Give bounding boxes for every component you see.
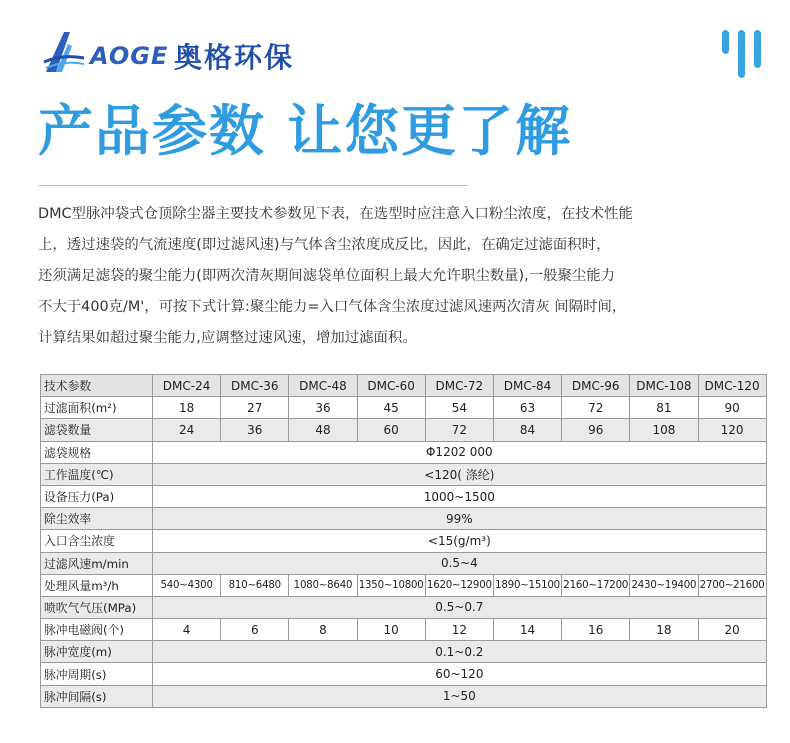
table-cell: 36 [289, 397, 357, 419]
row-label: 除尘效率 [41, 508, 153, 530]
aoge-logo-icon [42, 28, 86, 74]
table-row [41, 463, 767, 485]
row-label: 工作温度(℃) [41, 463, 153, 485]
model-header: DMC-72 [425, 375, 493, 397]
table-cell: 96 [562, 419, 630, 441]
table-cell: 810~6480 [221, 574, 289, 596]
table-row [41, 685, 767, 707]
table-cell-merged: <120( 涤纶) [153, 463, 767, 485]
model-header: DMC-60 [357, 375, 425, 397]
page-title: 产品参数 让您更了解 [38, 99, 573, 163]
table-cell: 20 [698, 619, 766, 641]
table-cell-merged: 0.1~0.2 [153, 641, 767, 663]
row-label: 入口含尘浓度 [41, 530, 153, 552]
table-cell: 16 [562, 619, 630, 641]
model-header: DMC-84 [493, 375, 561, 397]
table-row [41, 419, 767, 441]
table-header-row [41, 375, 767, 397]
table-cell-merged: <15(g/m³) [153, 530, 767, 552]
table-cell: 81 [630, 397, 698, 419]
logo-text: AOGE [90, 42, 169, 70]
table-cell: 60 [357, 419, 425, 441]
table-cell: 4 [153, 619, 221, 641]
header-label: 技术参数 [41, 375, 153, 397]
title-divider [38, 185, 468, 186]
table-cell: 2430~19400 [630, 574, 698, 596]
row-label: 过滤面积(m²) [41, 397, 153, 419]
intro-line: 上，透过速袋的气流速度(即过滤风速)与气体含尘浓度成反比，因此，在确定过滤面积时， [38, 237, 611, 253]
table-cell: 120 [698, 419, 766, 441]
table-row [41, 397, 767, 419]
table-cell-merged: 99% [153, 508, 767, 530]
brand-name: 奥格环保 [174, 41, 295, 74]
table-cell: 72 [562, 397, 630, 419]
table-cell-merged: 60~120 [153, 663, 767, 685]
intro-line: DMC型脉冲袋式仓顶除尘器主要技术参数见下表，在选型时应注意入口粉尘浓度，在技术性能 [38, 206, 633, 222]
table-row [41, 552, 767, 574]
row-label: 脉冲电磁阀(个) [41, 619, 153, 641]
row-label: 脉冲周期(s) [41, 663, 153, 685]
table-cell: 48 [289, 419, 357, 441]
table-cell: 1350~10800 [357, 574, 425, 596]
row-label: 滤袋规格 [41, 441, 153, 463]
model-header: DMC-24 [153, 375, 221, 397]
row-label: 滤袋数量 [41, 419, 153, 441]
row-label: 处理风量m³/h [41, 574, 153, 596]
table-row [41, 441, 767, 463]
row-label: 脉冲间隔(s) [41, 685, 153, 707]
intro-text [38, 199, 758, 354]
table-cell: 18 [153, 397, 221, 419]
table-cell-merged: Φ1202 000 [153, 441, 767, 463]
row-label: 喷吹气气压(MPa) [41, 596, 153, 618]
model-header: DMC-48 [289, 375, 357, 397]
table-row [41, 574, 767, 596]
model-header: DMC-96 [562, 375, 630, 397]
table-row [41, 508, 767, 530]
table-cell: 540~4300 [153, 574, 221, 596]
table-row [41, 596, 767, 618]
table-cell: 8 [289, 619, 357, 641]
table-row [41, 485, 767, 507]
table-cell: 10 [357, 619, 425, 641]
table-cell: 63 [493, 397, 561, 419]
table-cell-merged: 1~50 [153, 685, 767, 707]
table-cell: 18 [630, 619, 698, 641]
model-header: DMC-108 [630, 375, 698, 397]
intro-line: 计算结果如超过聚尘能力,应调整过速风速，增加过滤面积。 [38, 330, 417, 346]
model-header: DMC-120 [698, 375, 766, 397]
brand-logo[interactable] [42, 28, 342, 78]
table-cell: 72 [425, 419, 493, 441]
table-cell: 54 [425, 397, 493, 419]
table-cell: 1080~8640 [289, 574, 357, 596]
table-cell: 108 [630, 419, 698, 441]
model-header: DMC-36 [221, 375, 289, 397]
table-cell: 2160~17200 [562, 574, 630, 596]
row-label: 过滤风速m/min [41, 552, 153, 574]
table-cell-merged: 0.5~0.7 [153, 596, 767, 618]
table-cell: 90 [698, 397, 766, 419]
table-cell: 14 [493, 619, 561, 641]
table-row [41, 663, 767, 685]
table-cell-merged: 0.5~4 [153, 552, 767, 574]
page-header [0, 0, 790, 90]
row-label: 脉冲宽度(m) [41, 641, 153, 663]
table-cell: 84 [493, 419, 561, 441]
row-label: 设备压力(Pa) [41, 485, 153, 507]
decorative-bars-icon [722, 30, 762, 80]
intro-line: 不大于400克/M'，可按下式计算:聚尘能力=入口气体含尘浓度过滤风速两次清灰 间隔时间， [38, 299, 627, 315]
table-cell-merged: 1000~1500 [153, 485, 767, 507]
table-cell: 6 [221, 619, 289, 641]
table-row [41, 641, 767, 663]
intro-line: 还须满足滤袋的聚尘能力(即两次清灰期间滤袋单位面积上最大允许职尘数量),一般聚尘能力 [38, 268, 616, 284]
table-cell: 45 [357, 397, 425, 419]
table-cell: 27 [221, 397, 289, 419]
spec-table [40, 374, 767, 708]
table-cell: 1890~15100 [493, 574, 561, 596]
table-cell: 1620~12900 [425, 574, 493, 596]
table-row [41, 530, 767, 552]
table-cell: 24 [153, 419, 221, 441]
table-row [41, 619, 767, 641]
table-cell: 12 [425, 619, 493, 641]
table-cell: 2700~21600 [698, 574, 766, 596]
table-cell: 36 [221, 419, 289, 441]
